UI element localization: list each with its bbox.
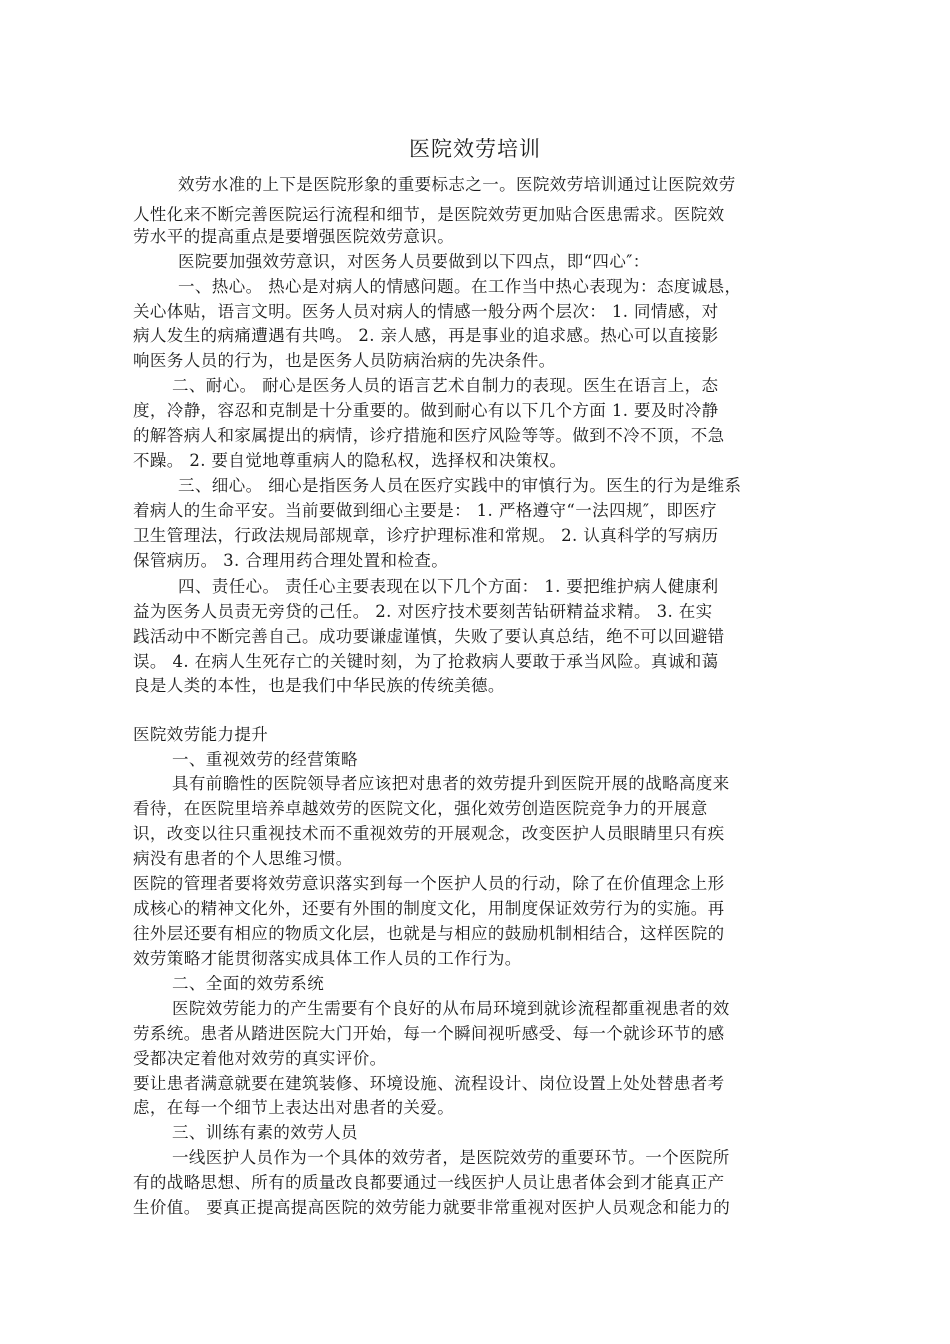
- paragraph-line: 往外层还要有相应的物质文化层，也就是与相应的鼓励机制相结合，这样医院的: [133, 924, 725, 943]
- paragraph-line: 二、耐心。 耐心是医务人员的语言艺术自制力的表现。医生在语言上，态: [172, 376, 719, 395]
- paragraph-line: 的解答病人和家属提出的病情，诊疗措施和医疗风险等等。做到不冷不顶，不急: [133, 426, 725, 445]
- paragraph-line: 医院的管理者要将效劳意识落实到每一个医护人员的行动，除了在价值理念上形: [133, 874, 725, 893]
- subsection-heading: 二、全面的效劳系统: [172, 974, 325, 993]
- paragraph-line: 着病人的生命平安。当前要做到细心主要是： 1. 严格遵守“一法四规″，即医疗: [133, 501, 718, 520]
- paragraph-line: 响医务人员的行为，也是医务人员防病治病的先决条件。: [133, 351, 556, 370]
- paragraph-line: 劳系统。患者从踏进医院大门开始，每一个瞬间视听感受、每一个就诊环节的感: [133, 1024, 725, 1043]
- paragraph-line: 一线医护人员作为一个具体的效劳者，是医院效劳的重要环节。一个医院所: [172, 1148, 730, 1167]
- paragraph-line: 医院效劳能力的产生需要有个良好的从布局环境到就诊流程都重视患者的效: [172, 999, 730, 1018]
- paragraph-line: 医院要加强效劳意识，对医务人员要做到以下四点，即“四心″：: [178, 252, 650, 271]
- paragraph-line: 病人发生的病痛遭遇有共鸣。 2. 亲人感，再是事业的追求感。热心可以直接影: [133, 326, 719, 345]
- paragraph-line: 保管病历。 3. 合理用药合理处置和检查。: [133, 551, 449, 570]
- paragraph-line: 四、责任心。 责任心主要表现在以下几个方面： 1. 要把维护病人健康利: [178, 577, 719, 596]
- paragraph-line: 劳水平的提高重点是要增强医院效劳意识。: [133, 227, 455, 246]
- document-title: 医院效劳培训: [409, 137, 541, 161]
- paragraph-line: 不躁。 2. 要自觉地尊重病人的隐私权，选择权和决策权。: [133, 451, 567, 470]
- section-heading: 医院效劳能力提升: [133, 725, 269, 744]
- subsection-heading: 三、训练有素的效劳人员: [172, 1123, 358, 1142]
- paragraph-line: 病没有患者的个人思维习惯。: [133, 849, 353, 868]
- paragraph-line: 人性化来不断完善医院运行流程和细节，是医院效劳更加贴合医患需求。医院效: [133, 205, 725, 224]
- paragraph-line: 具有前瞻性的医院领导者应该把对患者的效劳提升到医院开展的战略高度来: [172, 774, 730, 793]
- paragraph-line: 生价值。 要真正提高提高医院的效劳能力就要非常重视对医护人员观念和能力的: [133, 1198, 731, 1217]
- paragraph-line: 度，冷静，容忍和克制是十分重要的。做到耐心有以下几个方面 1. 要及时冷静: [133, 401, 719, 420]
- paragraph-line: 良是人类的本性，也是我们中华民族的传统美德。: [133, 676, 505, 695]
- paragraph-line: 三、细心。 细心是指医务人员在医疗实践中的审慎行为。医生的行为是维系: [178, 476, 742, 495]
- paragraph-line: 有的战略思想、所有的质量改良都要通过一线医护人员让患者体会到才能真正产: [133, 1173, 725, 1192]
- paragraph-line: 关心体贴，语言文明。医务人员对病人的情感一般分两个层次： 1. 同情感，对: [133, 302, 719, 321]
- paragraph-line: 看待，在医院里培养卓越效劳的医院文化，强化效劳创造医院竞争力的开展意: [133, 799, 708, 818]
- paragraph-line: 益为医务人员责无旁贷的己任。 2. 对医疗技术要刻苦钻研精益求精。 3. 在实: [133, 602, 713, 621]
- paragraph-line: 效劳策略才能贯彻落实成具体工作人员的工作行为。: [133, 949, 522, 968]
- paragraph-line: 虑，在每一个细节上表达出对患者的关爱。: [133, 1098, 455, 1117]
- paragraph-line: 一、热心。 热心是对病人的情感问题。在工作当中热心表现为：态度诚恳，: [178, 277, 742, 296]
- paragraph-line: 受都决定着他对效劳的真实评价。: [133, 1049, 387, 1068]
- paragraph-line: 识，改变以往只重视技术而不重视效劳的开展观念，改变医护人员眼睛里只有疾: [133, 824, 725, 843]
- subsection-heading: 一、重视效劳的经营策略: [172, 750, 358, 769]
- paragraph-line: 成核心的精神文化外，还要有外围的制度文化，用制度保证效劳行为的实施。再: [133, 899, 725, 918]
- paragraph-line: 效劳水准的上下是医院形象的重要标志之一。医院效劳培训通过让医院效劳: [178, 175, 736, 194]
- paragraph-line: 要让患者满意就要在建筑装修、环境设施、流程设计、岗位设置上处处替患者考: [133, 1074, 725, 1093]
- paragraph-line: 误。 4. 在病人生死存亡的关键时刻，为了抢救病人要敢于承当风险。真诚和蔼: [133, 652, 719, 671]
- paragraph-line: 卫生管理法，行政法规局部规章，诊疗护理标准和常规。 2. 认真科学的写病历: [133, 526, 719, 545]
- paragraph-line: 践活动中不断完善自己。成功要谦虚谨慎，失败了要认真总结，绝不可以回避错: [133, 627, 725, 646]
